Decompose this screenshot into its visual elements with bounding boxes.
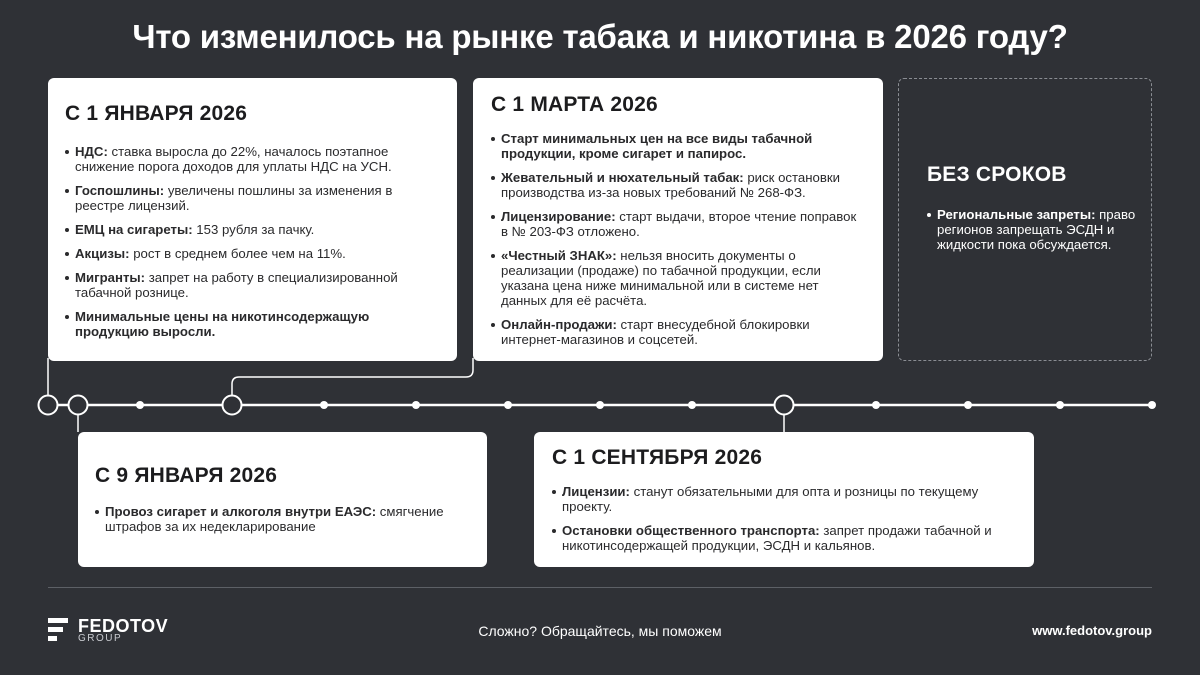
month-dot	[688, 401, 696, 409]
list-item: Акцизы: рост в среднем более чем на 11%.	[65, 246, 439, 261]
month-dot	[964, 401, 972, 409]
card-nodate	[898, 78, 1152, 361]
month-dot	[320, 401, 328, 409]
connector-mar1	[232, 358, 473, 395]
card-heading: БЕЗ СРОКОВ	[927, 163, 1067, 186]
logo-name: FEDOTOV	[78, 616, 169, 636]
list-item: «Честный ЗНАК»: нельзя вносить документы о реализации (продаже) по табачной продукции, если указана цена ниже минимальной или в системе нет данных для её расчёта.	[491, 248, 865, 308]
item-list	[65, 144, 439, 339]
list-item: Лицензирование: старт выдачи, второе чтение поправок в № 203-ФЗ отложено.	[491, 209, 865, 239]
list-item: Лицензии: станут обязательными для опта и розницы по текущему проекту.	[552, 484, 1016, 514]
card-heading: С 1 СЕНТЯБРЯ 2026	[552, 446, 763, 469]
list-item: НДС: ставка выросла до 22%, началось поэтапное снижение порога доходов для уплаты НДС на УСН.	[65, 144, 439, 174]
list-item: Минимальные цены на никотинсодержащую продукцию выросли.	[65, 309, 439, 339]
list-item: Остановки общественного транспорта: запрет продажи табачной и никотинсодержащей продукции, ЭСДН и кальянов.	[552, 523, 1016, 553]
list-item: Провоз сигарет и алкоголя внутри ЕАЭС: смягчение штрафов за их недекларирование	[95, 504, 469, 534]
month-dot	[1056, 401, 1064, 409]
list-item: ЕМЦ на сигареты: 153 рубля за пачку.	[65, 222, 439, 237]
item-list	[95, 504, 469, 534]
card-heading: С 9 ЯНВАРЯ 2026	[95, 464, 278, 487]
node-jan1	[39, 396, 58, 415]
month-dot	[872, 401, 880, 409]
card-sep1	[534, 432, 1034, 567]
month-dot	[596, 401, 604, 409]
node-jan9	[69, 396, 88, 415]
list-item: Госпошлины: увеличены пошлины за изменения в реестре лицензий.	[65, 183, 439, 213]
month-dot	[136, 401, 144, 409]
card-heading: С 1 МАРТА 2026	[491, 93, 658, 116]
month-dot	[504, 401, 512, 409]
list-item: Жевательный и нюхательный табак: риск остановки производства из-за новых требований № 268-ФЗ.	[491, 170, 865, 200]
list-item: Старт минимальных цен на все виды табачной продукции, кроме сигарет и папирос.	[491, 131, 865, 161]
list-item: Региональные запреты: право регионов запрещать ЭСДН и жидкости пока обсуждается.	[927, 207, 1137, 252]
card-jan9	[78, 432, 487, 567]
website-link[interactable]: www.fedotov.group	[1032, 623, 1152, 638]
list-item: Мигранты: запрет на работу в специализированной табачной рознице.	[65, 270, 439, 300]
card-heading: С 1 ЯНВАРЯ 2026	[65, 102, 248, 125]
node-sep1	[775, 396, 794, 415]
item-list	[927, 207, 1137, 252]
list-item: Онлайн-продажи: старт внесудебной блокировки интернет-магазинов и соцсетей.	[491, 317, 865, 347]
page-title: Что изменилось на рынке табака и никотина в 2026 году?	[132, 18, 1068, 55]
month-dot	[412, 401, 420, 409]
card-jan1	[48, 78, 457, 361]
item-list	[552, 484, 1016, 553]
card-mar1	[473, 78, 883, 361]
logo-subtitle: GROUP	[78, 633, 123, 644]
month-dot	[1148, 401, 1156, 409]
footer-divider	[48, 587, 1152, 588]
node-mar1	[223, 396, 242, 415]
item-list	[491, 131, 865, 347]
footer-slogan: Сложно? Обращайтесь, мы поможем	[478, 623, 722, 639]
